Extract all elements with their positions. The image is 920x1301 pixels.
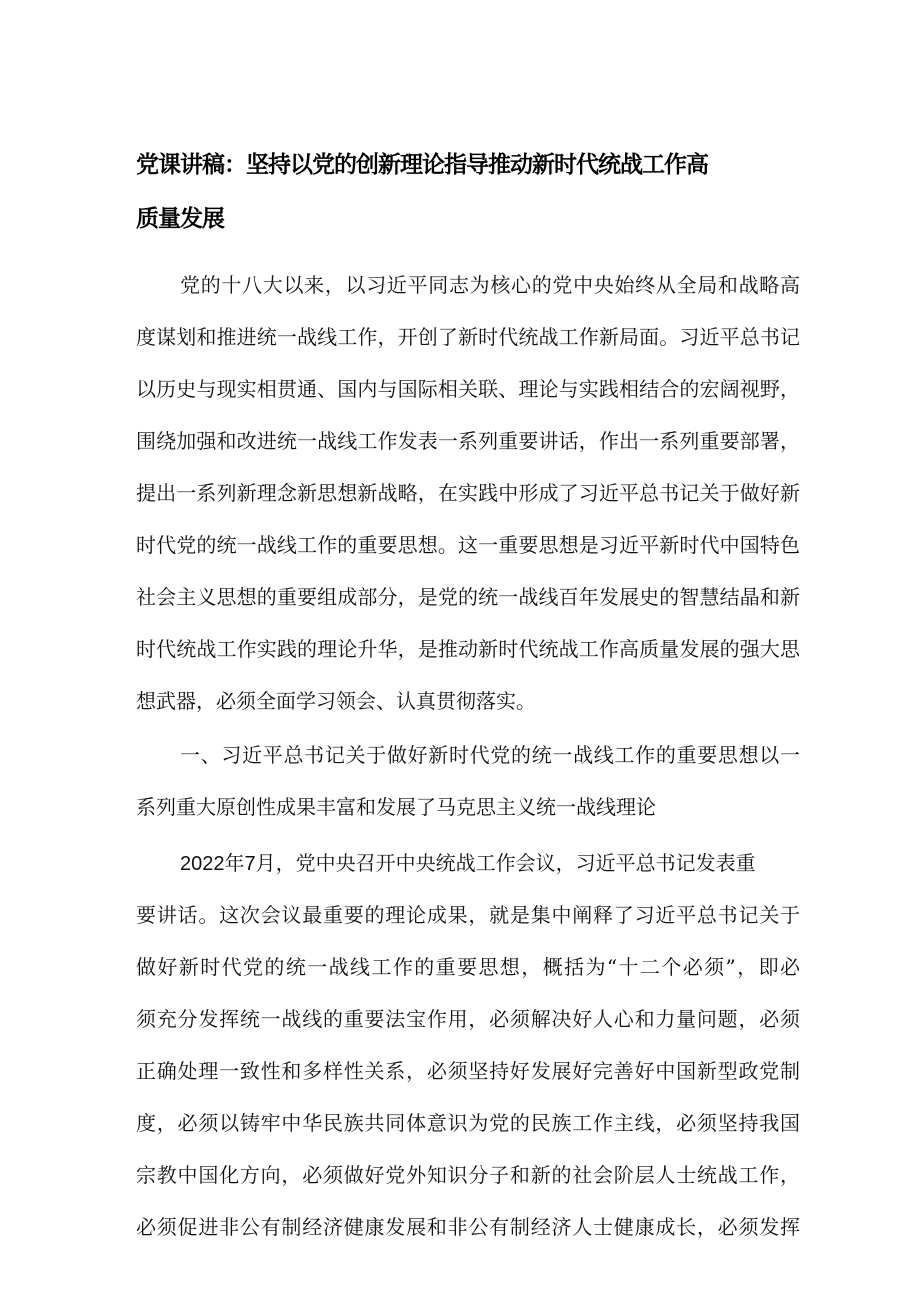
paragraph-2-line: 做好新时代党的统一战线工作的重要思想，概括为“十二个必须”，即必 bbox=[136, 955, 800, 979]
year-value: 2022 bbox=[180, 853, 225, 875]
paragraph-2-line: 宗教中国化方向，必须做好党外知识分子和新的社会阶层人士统战工作， bbox=[136, 1163, 800, 1187]
paragraph-1-line: 党的十八大以来，以习近平同志为核心的党中央始终从全局和战略高 bbox=[180, 273, 800, 297]
section-heading-line: 一、习近平总书记关于做好新时代党的统一战线工作的重要思想以一 bbox=[180, 743, 800, 767]
section-heading-line: 系列重大原创性成果丰富和发展了马克思主义统一战线理论 bbox=[136, 795, 656, 819]
month-value: 7 bbox=[244, 853, 256, 875]
paragraph-1-line: 围绕加强和改进统一战线工作发表一系列重要讲话，作出一系列重要部署， bbox=[136, 429, 800, 453]
paragraph-2-first-line-rest: 月，党中央召开中央统战工作会议，习近平总书记发表重 bbox=[255, 851, 756, 875]
document-title-line-2: 质量发展 bbox=[136, 206, 224, 232]
paragraph-2-first-line bbox=[180, 850, 800, 877]
document-title-line-1: 党课讲稿：坚持以党的创新理论指导推动新时代统战工作高 bbox=[136, 152, 708, 178]
paragraph-1-line: 想武器，必须全面学习领会、认真贯彻落实。 bbox=[136, 689, 536, 713]
paragraph-1-line: 时代党的统一战线工作的重要思想。这一重要思想是习近平新时代中国特色 bbox=[136, 533, 800, 557]
paragraph-2-line: 度，必须以铸牢中华民族共同体意识为党的民族工作主线，必须坚持我国 bbox=[136, 1111, 800, 1135]
paragraph-1-line: 社会主义思想的重要组成部分，是党的统一战线百年发展史的智慧结晶和新 bbox=[136, 585, 800, 609]
year-unit: 年 bbox=[224, 851, 245, 875]
paragraph-2-line: 要讲话。这次会议最重要的理论成果，就是集中阐释了习近平总书记关于 bbox=[136, 903, 800, 927]
paragraph-1-line: 以历史与现实相贯通、国内与国际相关联、理论与实践相结合的宏阔视野， bbox=[136, 377, 800, 401]
paragraph-2-line: 必须促进非公有制经济健康发展和非公有制经济人士健康成长，必须发挥 bbox=[136, 1215, 800, 1239]
paragraph-2-line: 须充分发挥统一战线的重要法宝作用，必须解决好人心和力量问题，必须 bbox=[136, 1007, 800, 1031]
paragraph-1-line: 度谋划和推进统一战线工作，开创了新时代统战工作新局面。习近平总书记 bbox=[136, 325, 800, 349]
paragraph-1-line: 提出一系列新理念新思想新战略，在实践中形成了习近平总书记关于做好新 bbox=[136, 481, 800, 505]
paragraph-2-line: 正确处理一致性和多样性关系，必须坚持好发展好完善好中国新型政党制 bbox=[136, 1059, 800, 1083]
paragraph-1-line: 时代统战工作实践的理论升华，是推动新时代统战工作高质量发展的强大思 bbox=[136, 637, 800, 661]
